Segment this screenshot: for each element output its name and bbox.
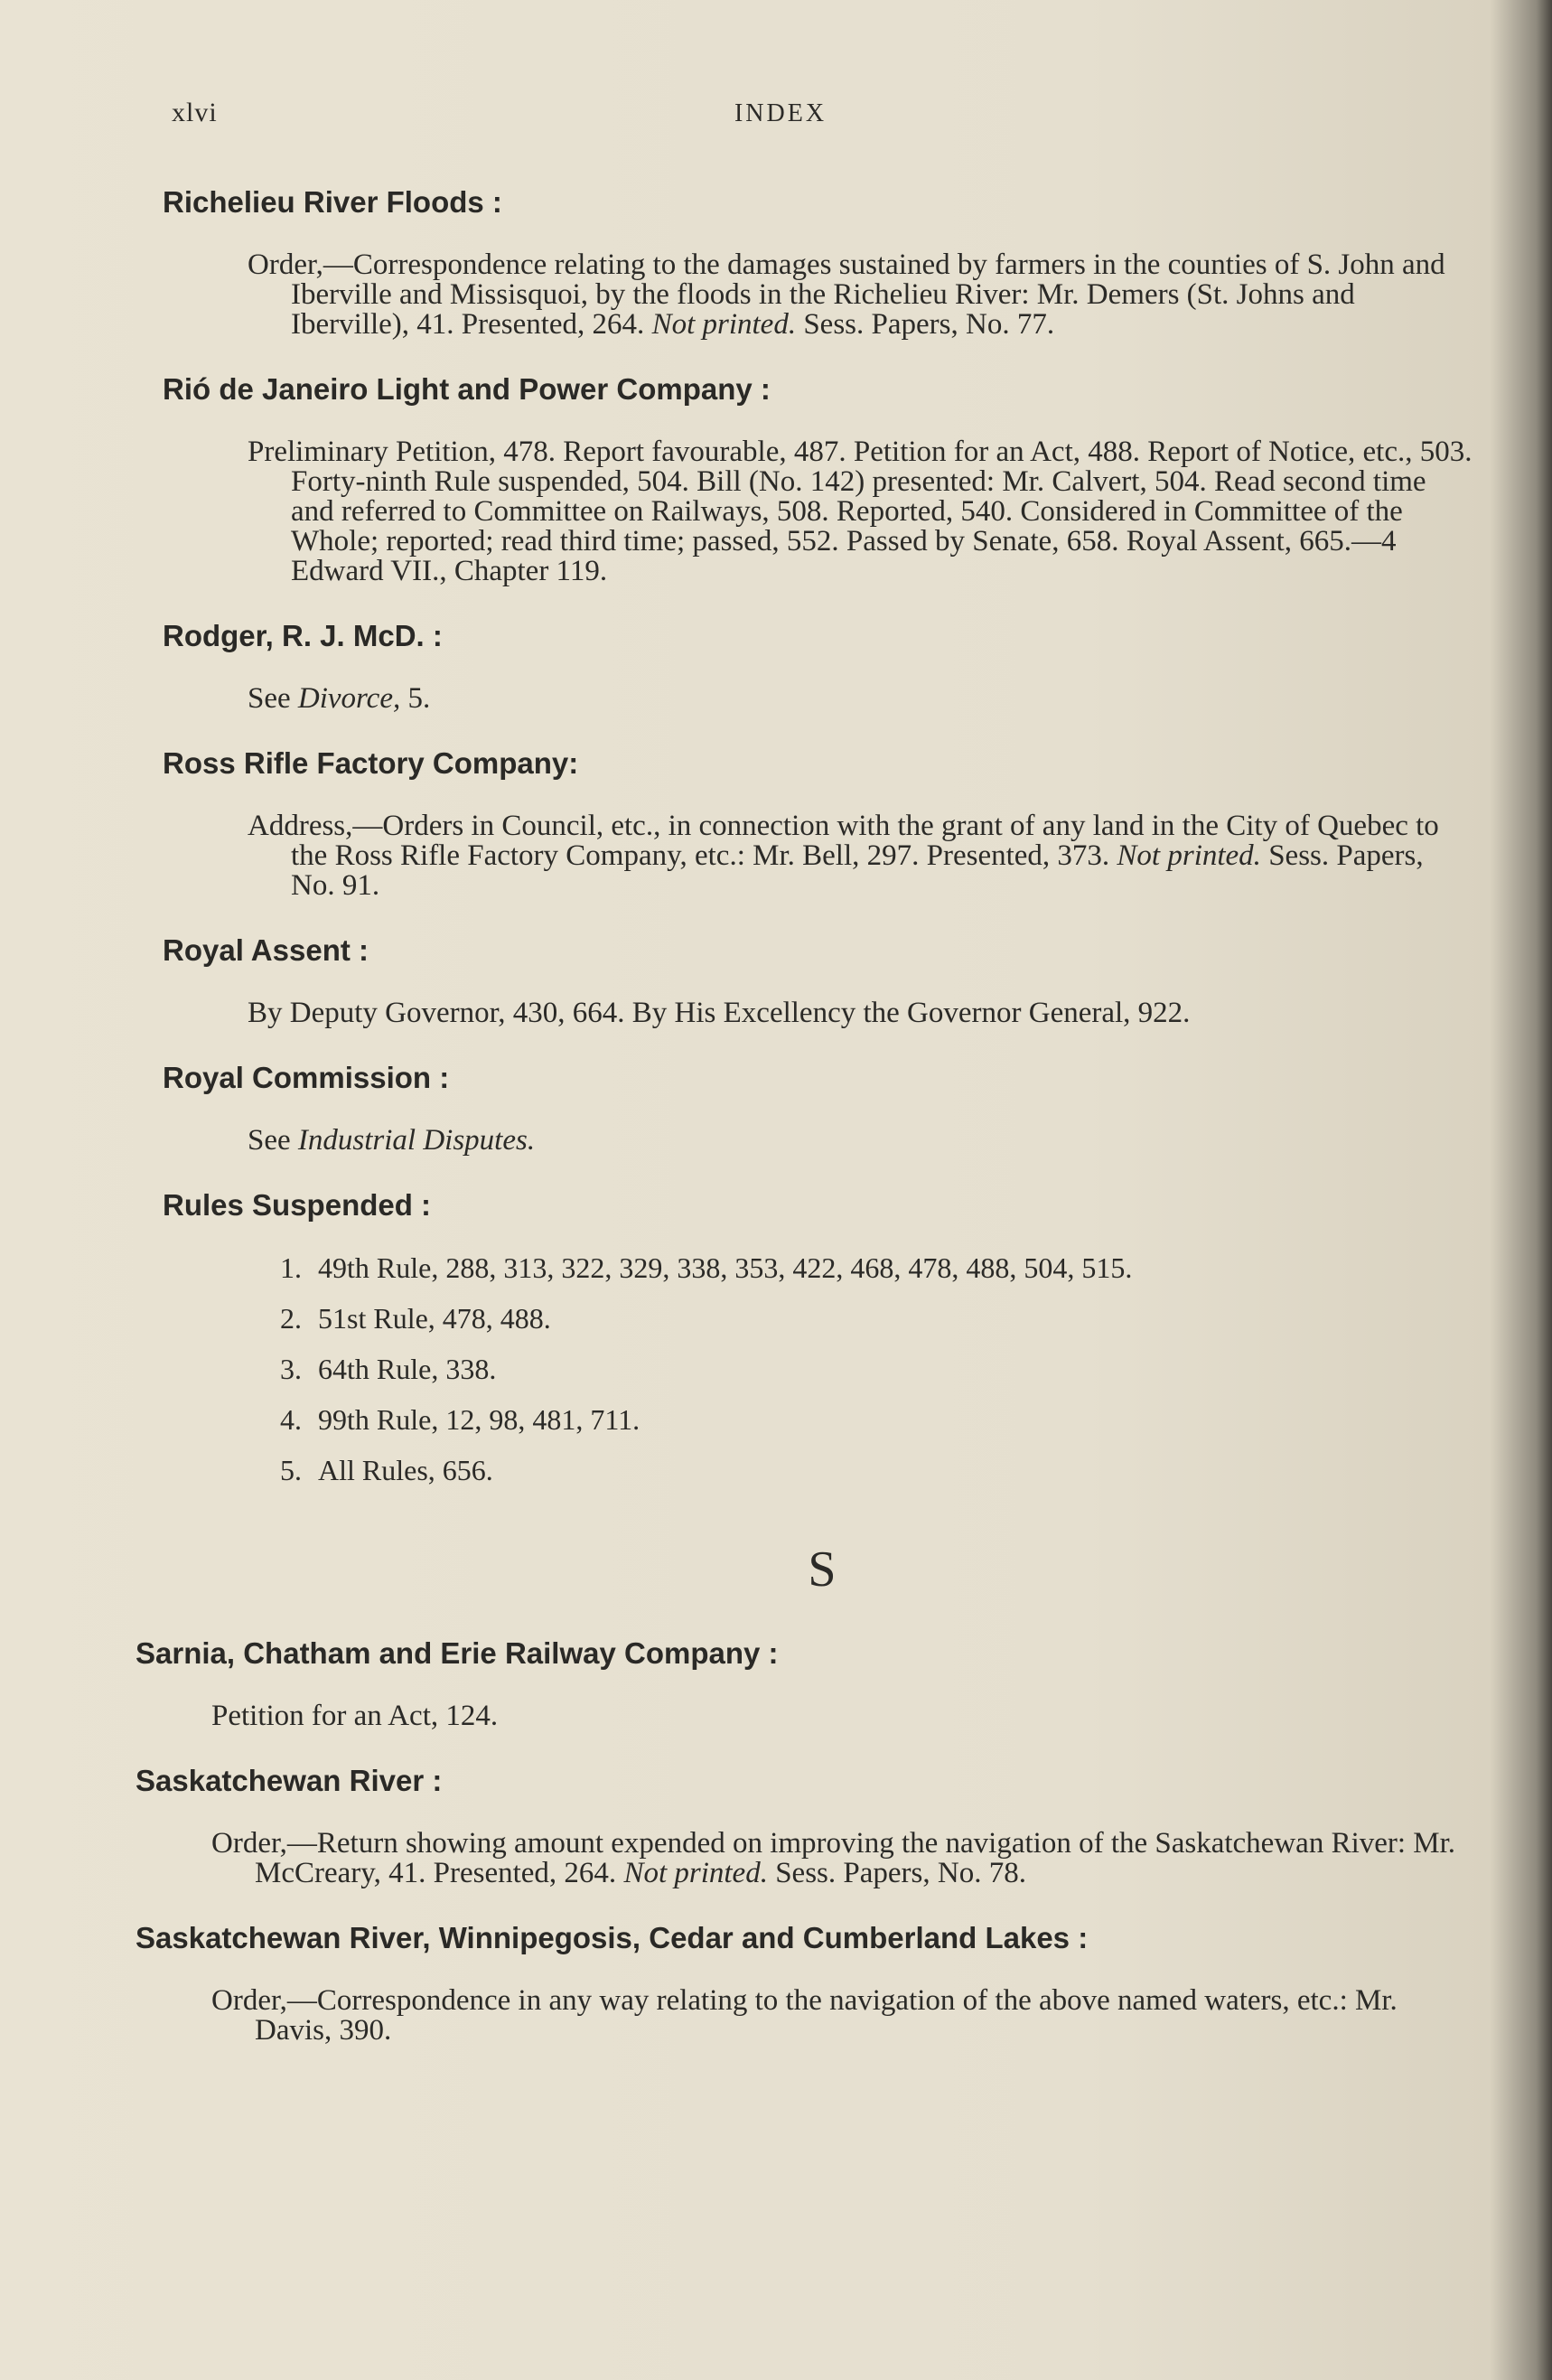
rule-number: 5. xyxy=(280,1454,302,1486)
entry-body xyxy=(190,1126,1473,1156)
text-segment: Preliminary Petition, 478. Report favourable, 487. Petition for an Act, 488. Report of Notice, etc., 503. Forty-ninth Rule suspended, 504. Bill (No. 142) presented: Mr. Calvert, 504. Read second time and referred to Committee on Railways, 508. Reported, 540. Considered in Committee of the Whole; reported; read third time; passed, 552. Passed by Senate, 658. Royal Assent, 665.—4 Edward VII., Chapter 119. xyxy=(248,436,1473,587)
rule-number: 2. xyxy=(280,1302,302,1335)
text-segment: Address,—Orders in Council, etc., in connection with the grant of any land in the City of Quebec to the Ross Rifle Factory Company, etc.: Mr. Bell, 297. Presented, 373. xyxy=(248,810,1439,872)
rule-text: 99th Rule, 12, 98, 481, 711. xyxy=(318,1403,640,1436)
rule-text: 51st Rule, 478, 488. xyxy=(318,1302,551,1335)
entry-body xyxy=(190,250,1473,340)
entries-s xyxy=(136,1636,1509,2046)
page-number: xlvi xyxy=(172,98,218,127)
rule-text: 64th Rule, 338. xyxy=(318,1353,497,1385)
entry-body xyxy=(190,998,1473,1028)
entries-r xyxy=(136,185,1509,1156)
text-segment: Sess. Papers, No. 78. xyxy=(767,1857,1026,1889)
index-entry-rules-suspended xyxy=(136,1188,1509,1485)
entry-heading: Rodger, R. J. McD. : xyxy=(163,619,443,652)
text-segment: By Deputy Governor, 430, 664. By His Excellency the Governor General, 922. xyxy=(248,997,1191,1029)
text-segment: See xyxy=(248,682,298,715)
italic-segment: Not printed. xyxy=(651,308,797,341)
index-entry xyxy=(136,372,1509,586)
rules-list xyxy=(280,1253,1509,1485)
entry-body xyxy=(154,1829,1473,1888)
entry-body xyxy=(154,1701,1473,1731)
index-entry xyxy=(136,1764,1509,1888)
rule-item xyxy=(280,1405,1509,1434)
rule-number: 3. xyxy=(280,1353,302,1385)
rule-text: 49th Rule, 288, 313, 322, 329, 338, 353, 422, 468, 478, 488, 504, 515. xyxy=(318,1251,1133,1284)
index-entry xyxy=(136,1061,1509,1156)
text-segment: Order,—Correspondence in any way relating to the navigation of the above named waters, etc.: Mr. Davis, 390. xyxy=(211,1984,1398,2047)
index-content xyxy=(136,185,1509,2078)
index-entry xyxy=(136,185,1509,340)
entry-heading: Richelieu River Floods : xyxy=(163,185,502,219)
text-segment: Order,—Correspondence relating to the damages sustained by farmers in the counties of S. John and Iberville and Missisquoi, by the floods in the Richelieu River: Mr. Demers (St. Johns and Iberville), 41. Presented, 264. xyxy=(248,248,1445,341)
entry-heading: Saskatchewan River, Winnipegosis, Cedar and Cumberland Lakes : xyxy=(136,1921,1089,1954)
text-segment: Sess. Papers, No. 91. xyxy=(291,839,1424,902)
rule-item xyxy=(280,1456,1509,1485)
entry-body xyxy=(190,811,1473,901)
text-segment: Order,—Return showing amount expended on improving the navigation of the Saskatchewan River: Mr. McCreary, 41. Presented, 264. xyxy=(211,1827,1456,1889)
text-segment: Sess. Papers, No. 77. xyxy=(796,308,1055,341)
rule-item xyxy=(280,1253,1509,1282)
text-segment: Petition for an Act, 124. xyxy=(211,1700,499,1732)
section-letter: S xyxy=(808,1541,837,1598)
index-entry xyxy=(136,1921,1509,2046)
entry-heading: Saskatchewan River : xyxy=(136,1764,443,1797)
entry-heading: Ross Rifle Factory Company: xyxy=(163,746,579,780)
rule-number: 1. xyxy=(280,1251,302,1284)
rule-item xyxy=(280,1354,1509,1383)
rule-item xyxy=(280,1304,1509,1333)
index-entry xyxy=(136,1636,1509,1731)
italic-segment: Divorce, xyxy=(297,682,401,715)
entry-body xyxy=(190,437,1473,586)
rule-number: 4. xyxy=(280,1403,302,1436)
running-title: INDEX xyxy=(734,99,827,127)
entry-body xyxy=(154,1986,1473,2046)
entry-heading: Rules Suspended : xyxy=(163,1188,432,1222)
entry-heading: Rió de Janeiro Light and Power Company : xyxy=(163,372,771,406)
text-segment: 5. xyxy=(400,682,431,715)
entry-heading: Royal Assent : xyxy=(163,933,369,967)
italic-segment: Not printed. xyxy=(623,1857,768,1889)
entry-body xyxy=(190,684,1473,714)
rule-text: All Rules, 656. xyxy=(318,1454,493,1486)
text-segment: See xyxy=(248,1124,298,1157)
running-head xyxy=(172,98,1389,134)
index-entry xyxy=(136,619,1509,714)
entry-heading: Sarnia, Chatham and Erie Railway Company : xyxy=(136,1636,779,1670)
italic-segment: Not printed. xyxy=(1117,839,1261,872)
italic-segment: Industrial Disputes. xyxy=(297,1124,536,1157)
index-entry xyxy=(136,746,1509,901)
entry-heading: Royal Commission : xyxy=(163,1061,450,1094)
index-entry xyxy=(136,933,1509,1028)
